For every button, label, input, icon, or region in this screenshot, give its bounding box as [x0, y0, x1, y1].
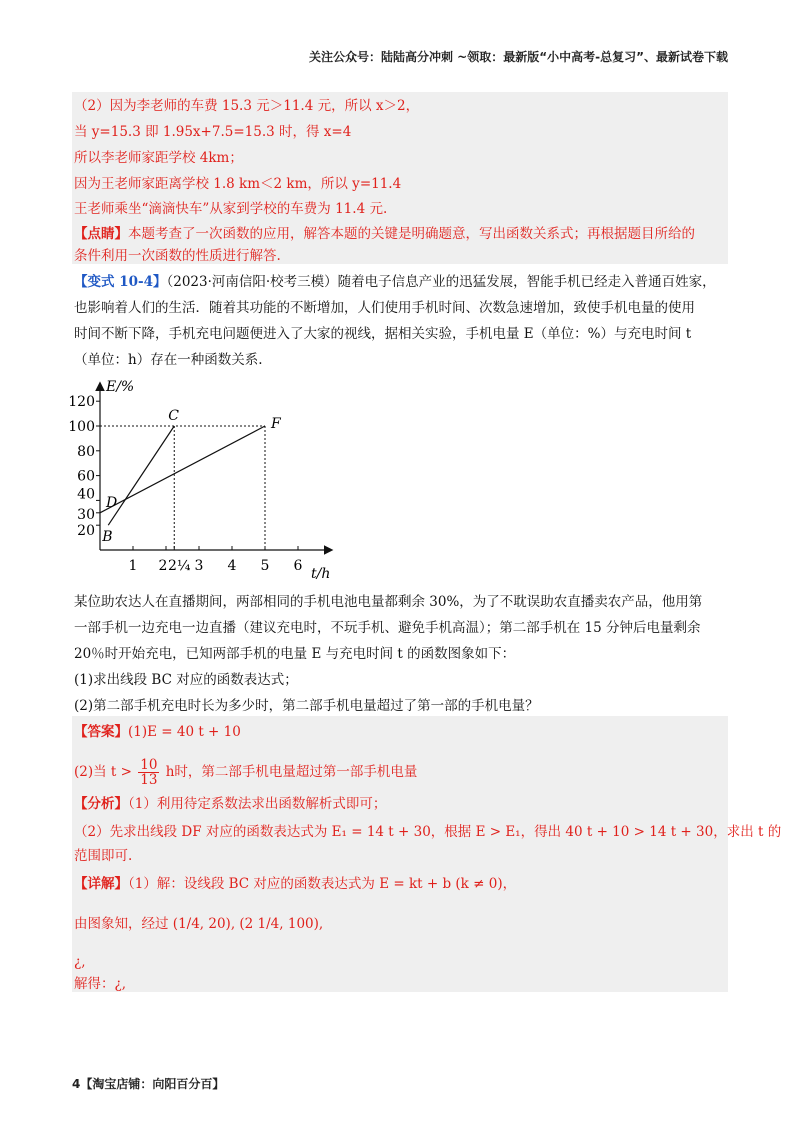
tip-line-2: 条件利用一次函数的性质进行解答. [74, 248, 281, 264]
segment-df [100, 426, 265, 513]
detail-row-1 [74, 874, 516, 894]
y-tick-label-100: 100 [68, 419, 95, 435]
detail-tag: 【详解】 [74, 876, 128, 892]
x-tick-label-6: 6 [293, 558, 303, 574]
problem2-line-3: 20％时开始充电，已知两部手机的电量 E 与充电时间 t 的函数图象如下： [74, 646, 516, 662]
x-tick-label-2: 2¼ [168, 558, 191, 574]
fraction-numerator: 10 [140, 757, 158, 773]
problem2-line-2: 一部手机一边充电一边直播（建议充电时，不玩手机、避免手机高温）；第二部手机在 15 分钟后电量剩余 [74, 620, 701, 636]
answer-row-1 [74, 722, 241, 742]
x-tick-label-3: 3 [194, 558, 204, 574]
y-tick-label-80: 80 [77, 443, 95, 460]
answer-line-1: （2）因为李老师的车费 15.3 元＞11.4 元，所以 x＞2， [74, 98, 420, 114]
problem-text-1: （2023·河南信阳·校考三模）随着电子信息产业的迅猛发展，智能手机已经走入普通百姓家， [166, 274, 716, 290]
detail-2-points: (1/4, 20), (2 1/4, 100), [172, 916, 324, 932]
answer-line-5: 王老师乘坐“滴滴快车”从家到学校的车费为 11.4 元. [74, 201, 388, 217]
problem-line-2: 也影响着人们的生活．随着其功能的不断增加，人们使用手机时间、次数急速增加，致使手机电量的使用 [74, 300, 695, 316]
detail-1: （1）解：设线段 BC 对应的函数表达式为 E = kt + b (k ≠ 0)， [128, 876, 517, 892]
tip-text-1: 本题考查了一次函数的应用，解答本题的关键是明确题意，写出函数关系式；再根据题目所给的 [128, 226, 695, 242]
x-axis-label: t/h [311, 566, 331, 580]
y-tick-label-60: 60 [77, 468, 95, 485]
page-header: 关注公众号：陆陆高分冲刺 ~领取：最新版“小中高考-总复习”、最新试卷下载 [309, 50, 728, 64]
x-tick-label-5: 5 [260, 558, 270, 574]
analysis-row-3: 范围即可. [74, 848, 133, 864]
problem2-line-1: 某位助农达人在直播期间，两部相同的手机电池电量都剩余 30%，为了不耽误助农直播卖农产品，他用第 [74, 594, 703, 610]
tip-line-1 [74, 224, 695, 244]
answer-2-post: h时，第二部手机电量超过第一部手机电量 [165, 764, 418, 780]
answer-line-3: 所以李老师家距学校 4km； [74, 150, 243, 166]
detail-row-3: ¿, [74, 954, 86, 970]
question-1: (1)求出线段 BC 对应的函数表达式； [74, 672, 298, 688]
y-tick-label-30: 30 [77, 506, 95, 523]
y-tick-label-40: 40 [77, 486, 95, 503]
problem-line-1 [74, 272, 716, 292]
answer-1: (1)E = 40 t + 10 [128, 724, 241, 740]
page-footer: 4【淘宝店铺：向阳百分百】 [72, 1077, 225, 1091]
analysis-tag: 【分析】 [74, 796, 128, 812]
answer-row-2 [74, 758, 417, 787]
question-2: (2)第二部手机充电时长为多少时，第二部手机电量超过了第一部的手机电量？ [74, 698, 539, 714]
problem-line-3: 时间不断下降，手机充电问题便进入了大家的视线，据相关实验，手机电量 E（单位：%）与充电时间 t [74, 326, 692, 342]
detail-row-2 [74, 914, 323, 934]
y-axis-label: E/% [106, 378, 135, 395]
y-tick-label-120: 120 [68, 394, 95, 411]
analysis-row-2: （2）先求出线段 DF 对应的函数表达式为 E₁ = 14 t + 30，根据 E > E₁，得出 40 t + 10 > 14 t + 30，求出 t 的 [74, 824, 782, 840]
point-label-d: D [106, 494, 118, 511]
answer-tag: 【答案】 [74, 724, 128, 740]
tip-tag: 【点睛】 [74, 226, 128, 242]
point-label-b: B [102, 529, 113, 546]
fraction-denominator: 13 [140, 772, 158, 788]
x-tick-label-0: 1 [128, 558, 138, 574]
x-tick-label-4: 4 [227, 558, 237, 574]
answer-2-pre: (2)当 t > [74, 764, 132, 780]
answer-2-fraction [138, 758, 159, 787]
point-label-c: C [168, 408, 179, 424]
problem-line-4: （单位：h）存在一种函数关系. [74, 352, 263, 368]
point-label-f: F [271, 416, 281, 432]
battery-charge-chart [60, 370, 360, 580]
answer-line-2: 当 y=15.3 即 1.95x+7.5=15.3 时，得 x=4 [74, 124, 352, 140]
answer-line-4: 因为王老师家距离学校 1.8 km＜2 km，所以 y=11.4 [74, 176, 402, 192]
x-tick-label-1: 2 [158, 558, 168, 574]
y-tick-label-20: 20 [77, 523, 95, 540]
analysis-1: （1）利用待定系数法求出函数解析式即可； [128, 796, 387, 812]
detail-2-pre: 由图象知，经过 [74, 916, 169, 932]
segment-bc [108, 426, 174, 525]
detail-row-4: 解得：¿, [74, 976, 127, 992]
analysis-row-1 [74, 794, 386, 814]
variant-tag: 【变式 10-4】 [74, 274, 167, 290]
